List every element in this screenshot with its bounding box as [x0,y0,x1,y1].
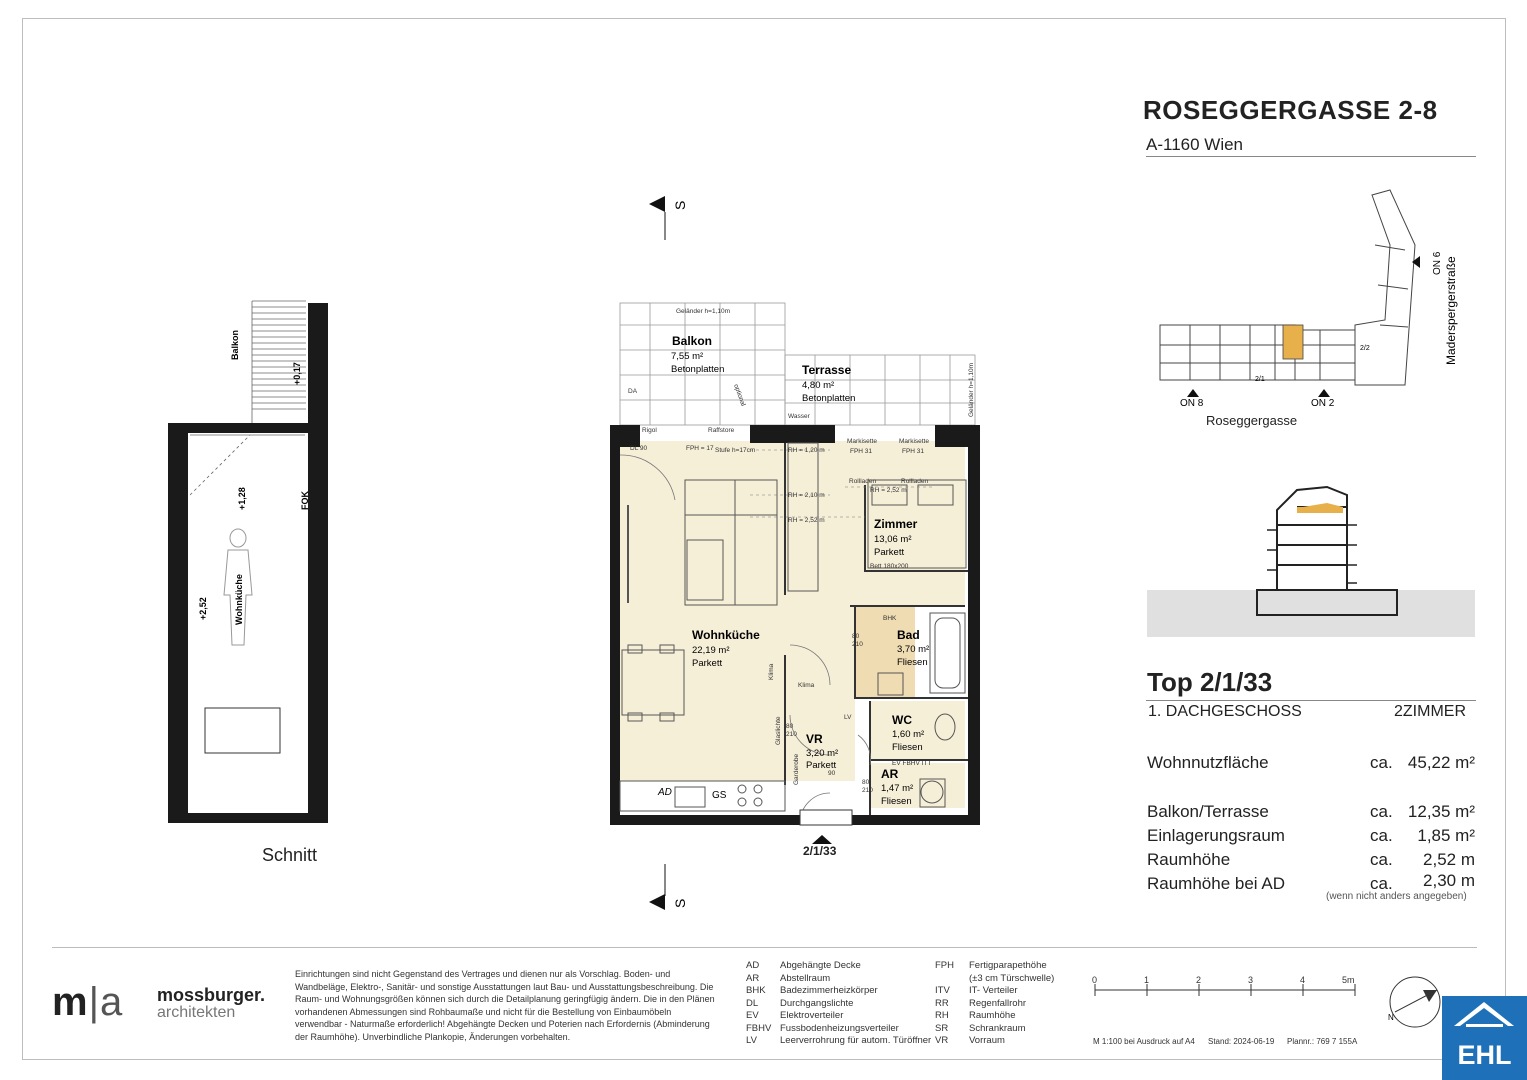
stat-note: (wenn nicht anders angegeben) [1326,891,1467,902]
legend-row [746,973,931,986]
plan-date: Stand: 2024-06-19 [1208,1037,1275,1046]
section-h3: +2,52 [198,597,208,620]
architect-mark-a: a [99,980,124,1024]
legend-row [935,998,1054,1011]
room-area-vr: 3,20 m² [806,748,839,759]
header-divider [1146,156,1476,157]
anno-bett: Bett 180x200 [870,563,909,570]
anno-dl: DL 90 [630,445,648,452]
anno-bhk: BHK [883,615,897,622]
scale-bar [1085,972,1365,1012]
room-name-balkon: Balkon [672,334,713,348]
architect-mark [52,980,123,1025]
legend-key: VR [935,1035,949,1046]
room-floor-balkon: Betonplatten [671,364,725,375]
anno-klima: Klima [798,682,815,689]
anno-gelaender: Geländer h=1,10m [968,362,975,417]
stat-ca: ca. [1370,826,1393,845]
legend-key: FPH [935,960,954,971]
room-name-ar: AR [881,767,899,781]
room-name-bad: Bad [897,628,920,642]
anno-klima: Klima [768,663,775,680]
entry-on2: ON 2 [1311,398,1335,409]
stat-value: 45,22 m² [1407,753,1475,772]
stat-value: 12,35 m² [1407,802,1475,821]
legend-value: Schrankraum [969,1022,1026,1034]
legend-key: LV [746,1035,757,1046]
legend-row [935,1010,1054,1023]
stat-label: Einlagerungsraum [1147,826,1285,845]
room-floor-terrasse: Betonplatten [802,393,856,404]
stat-ca: ca. [1370,874,1393,893]
room-name-terrasse: Terrasse [802,363,852,377]
room-floor-wc: Fliesen [892,742,923,753]
anno-ad: AD [658,787,672,798]
house-icon [1442,996,1527,1040]
room-area-terrasse: 4,80 m² [802,380,835,391]
room-name-zimmer: Zimmer [874,517,918,531]
anno-dim: 80 [862,779,870,786]
room-floor-bad: Fliesen [897,657,928,668]
stat-ca: ca. [1370,802,1393,821]
legend-value: IT- Verteiler [969,985,1018,996]
anno-rh: RH = 2,52 m [870,487,907,494]
unit-rooms: 2ZIMMER [1394,703,1466,720]
section-marker-top [645,190,695,242]
anno-dim: 80 [786,723,794,730]
room-area-zimmer: 13,06 m² [874,534,912,545]
architect-sub: architekten [157,1004,236,1021]
legend-value: Leerverrohrung für autom. Türöffner [780,1035,932,1046]
architect-mark-sep: | [88,980,100,1024]
stat-label: Raumhöhe [1147,850,1231,869]
anno-rh: RH = 1,20 m [788,447,825,454]
stat-ca: ca. [1370,753,1393,772]
anno-glaslichte: Glaslichte [775,716,782,745]
legend-row [746,1023,931,1036]
unit-highlight [1283,325,1303,359]
section-wohnkueche: Wohnküche [234,574,244,625]
building-section [1147,475,1477,637]
stat-value: 2,52 m [1423,850,1475,869]
svg-text:N: N [1388,1013,1394,1022]
anno-fph31: FPH 31 [850,448,873,455]
floor-plan [600,295,990,865]
anno-gelaender: Geländer h=1,10m [676,308,731,315]
stat-value: 1,85 m² [1417,826,1475,845]
section-mark-text: S [672,898,688,908]
anno-da: DA [628,388,638,395]
unit-entry-label: 2/1/33 [803,844,837,858]
section-balkon: Balkon [230,329,240,360]
anno-fph: FPH = 17 [686,445,714,452]
legend-key: ITV [935,985,950,996]
room-area-ar: 1,47 m² [881,783,914,794]
room-floor-wohnkueche: Parkett [692,658,723,669]
scale-tick: 4 [1300,975,1306,985]
anno-dim: 90 [828,770,836,777]
legend-value: Durchgangslichte [780,997,854,1009]
anno-dim: 210 [786,731,797,738]
legend-row [746,960,931,973]
stat-label: Balkon/Terrasse [1147,802,1269,821]
anno-lv: LV [844,714,852,721]
legend-value: Elektroverteiler [780,1010,844,1021]
street-south: Roseggergasse [1206,413,1298,428]
room-floor-ar: Fliesen [881,796,912,807]
legend-row [935,1035,1054,1048]
unit-floor: 1. DACHGESCHOSS [1148,703,1302,720]
legend-value: Fussbodenheizungsverteiler [780,1022,899,1034]
legend-value: Abstellraum [780,972,831,984]
legend-row [746,998,931,1011]
stat-label: Raumhöhe bei AD [1147,874,1285,893]
plan-number: Plannr.: 769 7 155A [1287,1037,1358,1046]
anno-rigol: Rigol [642,427,657,434]
project-address: A-1160 Wien [1146,135,1244,154]
anno-fph31: FPH 31 [902,448,925,455]
street-east: Maderspergerstraße [1444,256,1458,365]
anno-raffstore: Raffstore [708,427,735,434]
section-h2: +1,28 [237,487,247,510]
legend-value: Raumhöhe [969,1010,1016,1021]
architect-mark-m: m [52,980,89,1024]
anno-markisette: Markisette [847,438,877,445]
room-area-bad: 3,70 m² [897,644,930,655]
section-marker-bottom [645,862,695,914]
anno-rollladen: Rollladen [849,478,877,485]
unit-top: Top 2/1/33 [1147,667,1273,697]
anno-rollladen: Rollladen [901,478,929,485]
anno-optional: optional [732,383,747,408]
legend-value: Fertigparapethöhe [969,960,1047,971]
scale-tick: 1 [1144,975,1150,985]
legend-value: Badezimmerheizkörper [780,985,878,996]
stat-value: 2,30 m [1423,871,1475,890]
anno-garderobe: Garderobe [793,753,800,785]
legend-value: Vorraum [969,1035,1005,1046]
anno-dim: 210 [852,641,863,648]
room-floor-zimmer: Parkett [874,547,905,558]
room-area-wohnkueche: 22,19 m² [692,645,730,656]
scale-ratio: M 1:100 bei Ausdruck auf A4 [1093,1037,1195,1046]
legend-key: DL [746,997,759,1009]
scale-tick: 0 [1092,975,1098,985]
siteplan-unit-ref2: 2/2 [1360,345,1370,352]
legend-value: (±3 cm Türschwelle) [969,972,1055,984]
legend-key: RH [935,1010,949,1021]
legend-row [746,1035,931,1048]
legend-row [935,960,1054,973]
legend-row [746,1010,931,1023]
section-h1: +0,17 [292,362,302,385]
legend-key: RR [935,997,949,1009]
room-name-vr: VR [806,732,823,746]
legend-row [935,985,1054,998]
room-name-wohnkueche: Wohnküche [692,628,760,642]
architect-name: mossburger. [157,985,266,1005]
legend-key: BHK [746,985,766,996]
disclaimer: Einrichtungen sind nicht Gegenstand des Vertrages und dienen nur als Vorschlag. Boden- und Wandbeläge, Elektro-, Sanitär- und sonstige Ausstattungen laut Bau- und Ausstattungsbeschreibung. Die Raum- und Wohnungsgrößen können sich durch die Detailplanung geringfügig ändern. Die in den Plänen vorhandenen Abmessungen sind Rohbaumaße und nicht für die Bestellung von Einbaumöbeln verwendbar - Naturmaße erforderlich! Abgehängte Decken und Poterien nach Erfordernis (Abminderung der Raumhöhe). Unverbindliche Plankopie, Änderungen vorbehalten. [295,969,715,1042]
legend-key: SR [935,1022,949,1034]
entry-on6: ON 6 [1432,251,1443,275]
legend-key: AD [746,960,760,971]
north-arrow-icon [1385,972,1445,1032]
section-mark-text: S [672,200,688,210]
stat-label: Wohnnutzfläche [1147,753,1269,772]
site-plan [1150,185,1480,435]
room-name-wc: WC [892,713,912,727]
stat-ca: ca. [1370,850,1393,869]
legend-key: AR [746,972,760,984]
legend-value: Abgehängte Decke [780,960,861,971]
anno-dim: 80 [852,633,860,640]
unit-divider [1146,700,1476,701]
project-title: ROSEGGERGASSE 2-8 [1143,95,1438,125]
section-fok: FOK [300,491,310,510]
anno-wasser: Wasser [788,413,810,420]
anno-dim: 210 [862,787,873,794]
brand-name: EHL [1457,1040,1512,1070]
entry-on8: ON 8 [1180,398,1204,409]
section-drawing [160,295,340,830]
anno-rh: RH = 2,52 m [788,517,825,524]
scale-tick: 2 [1196,975,1202,985]
legend-value: Regenfallrohr [969,997,1027,1009]
anno-markisette: Markisette [899,438,929,445]
legend-row [935,1023,1054,1036]
legend-row [746,985,931,998]
room-floor-vr: Parkett [806,760,837,771]
legend-key [935,973,969,986]
legend-key: FBHV [746,1022,772,1034]
legend-row [935,973,1054,986]
schnitt-label: Schnitt [262,845,318,865]
siteplan-unit-ref: 2/1 [1255,376,1265,383]
footer-divider [52,947,1477,948]
scale-tick: 3 [1248,975,1254,985]
anno-rh: RH = 2,10 m [788,492,825,499]
legend-right [935,960,1054,1048]
anno-stufe: Stufe h=17cm [715,447,756,454]
legend-left [746,960,931,1048]
legend-key: EV [746,1010,759,1021]
anno-gs: GS [712,790,727,801]
room-area-balkon: 7,55 m² [671,351,704,362]
anno-ev: EV FBHV ITT [892,760,932,767]
room-area-wc: 1,60 m² [892,729,925,740]
scale-tick: 5m [1342,975,1355,985]
